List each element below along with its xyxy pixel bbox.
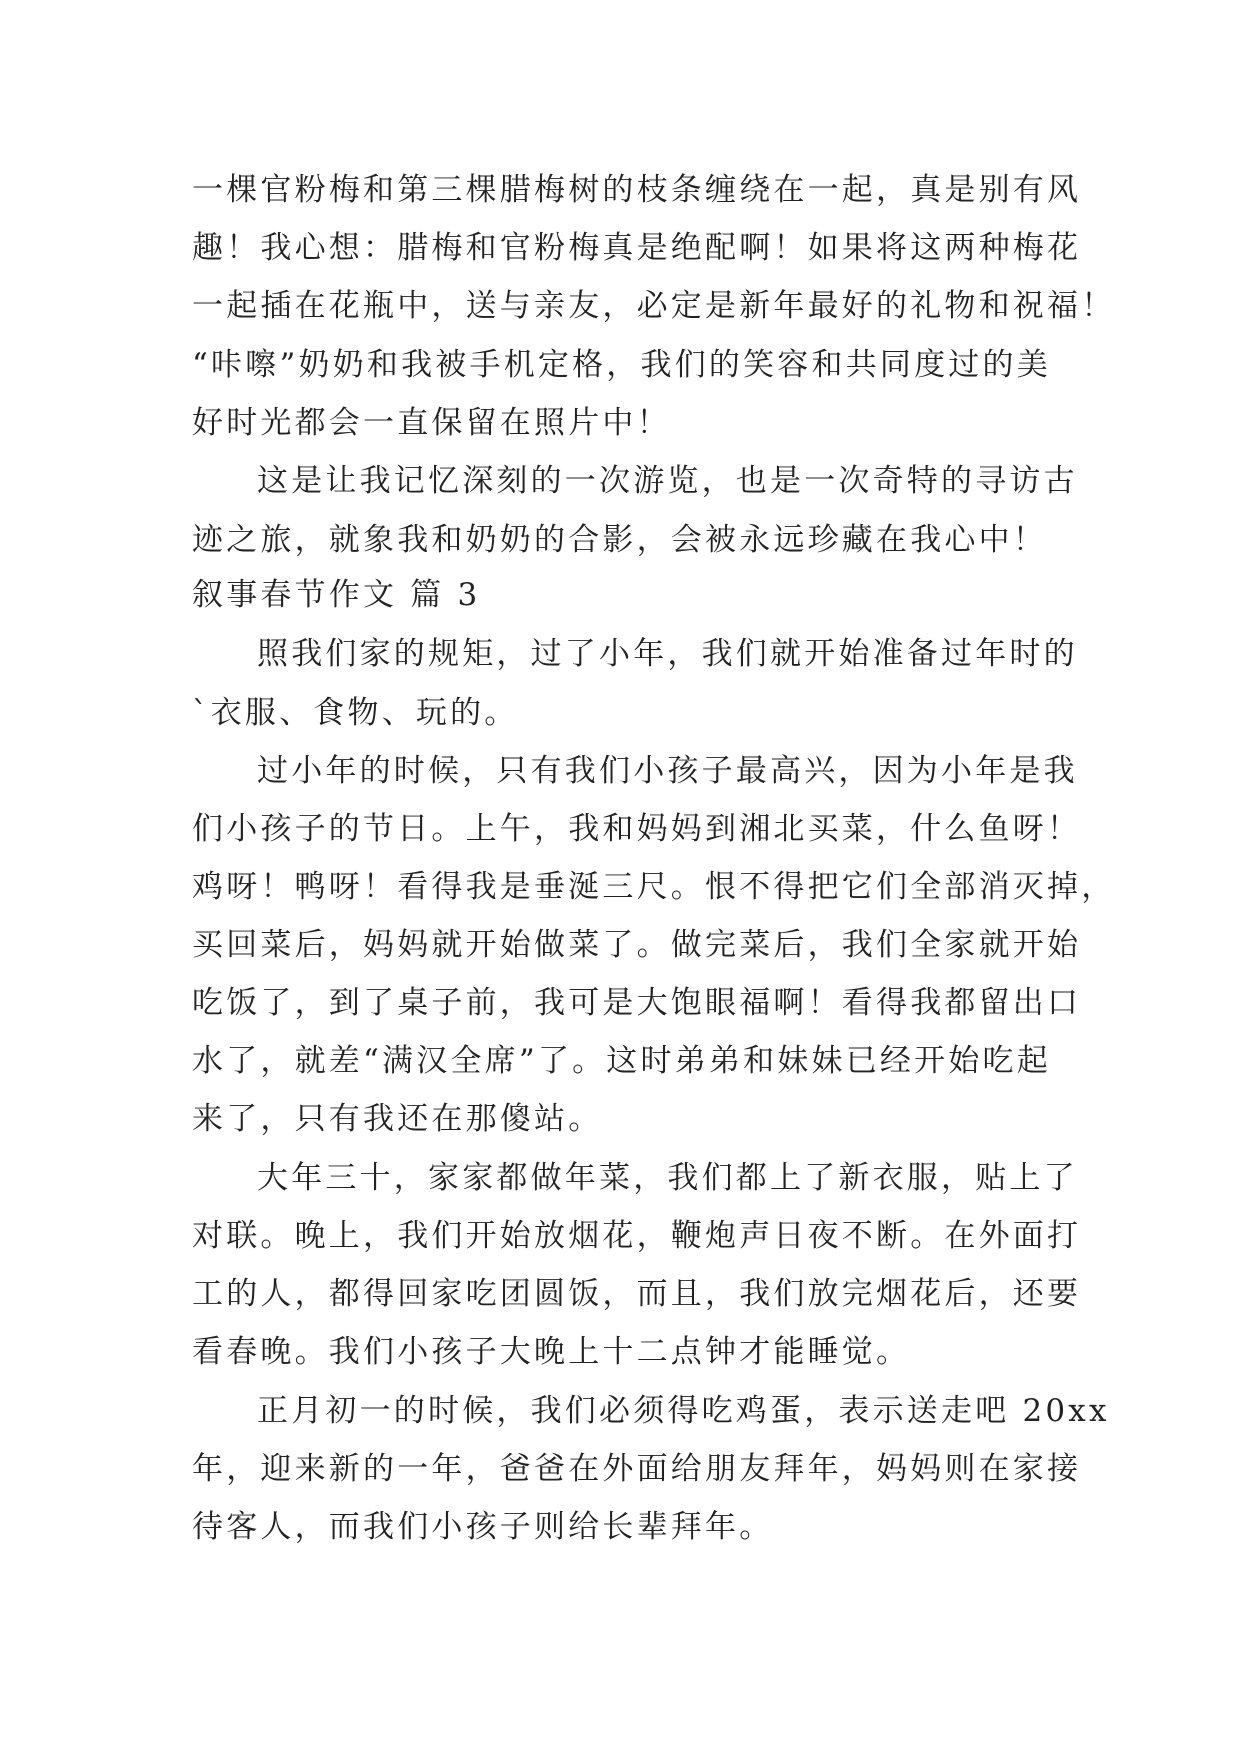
text-line: 一起插在花瓶中，送与亲友，必定是新年最好的礼物和祝福！: [192, 288, 1116, 324]
text-line: 水了，就差“满汉全席”了。这时弟弟和妹妹已经开始吃起: [192, 1043, 1051, 1079]
paragraph-first-line: 正月初一的时候，我们必须得吃鸡蛋，表示送走吧 20xx: [257, 1393, 1110, 1429]
text-line: 看春晚。我们小孩子大晚上十二点钟才能睡觉。: [192, 1334, 911, 1370]
text-line: 趣！我心想：腊梅和官粉梅真是绝配啊！如果将这两种梅花: [192, 230, 1082, 266]
section-heading: 叙事春节作文 篇 3: [192, 577, 481, 613]
text-line: 迹之旅，就象我和奶奶的合影，会被永远珍藏在我心中！: [192, 522, 1047, 558]
paragraph-first-line: 照我们家的规矩，过了小年，我们就开始准备过年时的: [257, 636, 1078, 672]
paragraph-first-line: 这是让我记忆深刻的一次游览，也是一次奇特的寻访古: [257, 463, 1078, 499]
text-line: 鸡呀！鸭呀！看得我是垂涎三尺。恨不得把它们全部消灭掉，: [192, 869, 1116, 905]
paragraph-first-line: 过小年的时候，只有我们小孩子最高兴，因为小年是我: [257, 753, 1078, 789]
text-line: 吃饭了，到了桌子前，我可是大饱眼福啊！看得我都留出口: [192, 985, 1082, 1021]
text-line: 买回菜后，妈妈就开始做菜了。做完菜后，我们全家就开始: [192, 927, 1082, 963]
text-line: “咔嚓”奶奶和我被手机定格，我们的笑容和共同度过的美: [192, 347, 1051, 383]
text-line: `衣服、食物、玩的。: [192, 695, 519, 731]
text-line: 工的人，都得回家吃团圆饭，而且，我们放完烟花后，还要: [192, 1276, 1082, 1312]
text-line: 一棵官粉梅和第三棵腊梅树的枝条缠绕在一起，真是别有风: [192, 172, 1082, 208]
paragraph-first-line: 大年三十，家家都做年菜，我们都上了新衣服，贴上了: [257, 1160, 1078, 1196]
text-line: 对联。晚上，我们开始放烟花，鞭炮声日夜不断。在外面打: [192, 1218, 1082, 1254]
text-line: 待客人，而我们小孩子则给长辈拜年。: [192, 1509, 774, 1545]
text-line: 来了，只有我还在那傻站。: [192, 1101, 603, 1137]
text-line: 好时光都会一直保留在照片中！: [192, 405, 671, 441]
text-line: 们小孩子的节日。上午，我和妈妈到湘北买菜，什么鱼呀！: [192, 811, 1082, 847]
text-line: 年，迎来新的一年，爸爸在外面给朋友拜年，妈妈则在家接: [192, 1451, 1082, 1487]
